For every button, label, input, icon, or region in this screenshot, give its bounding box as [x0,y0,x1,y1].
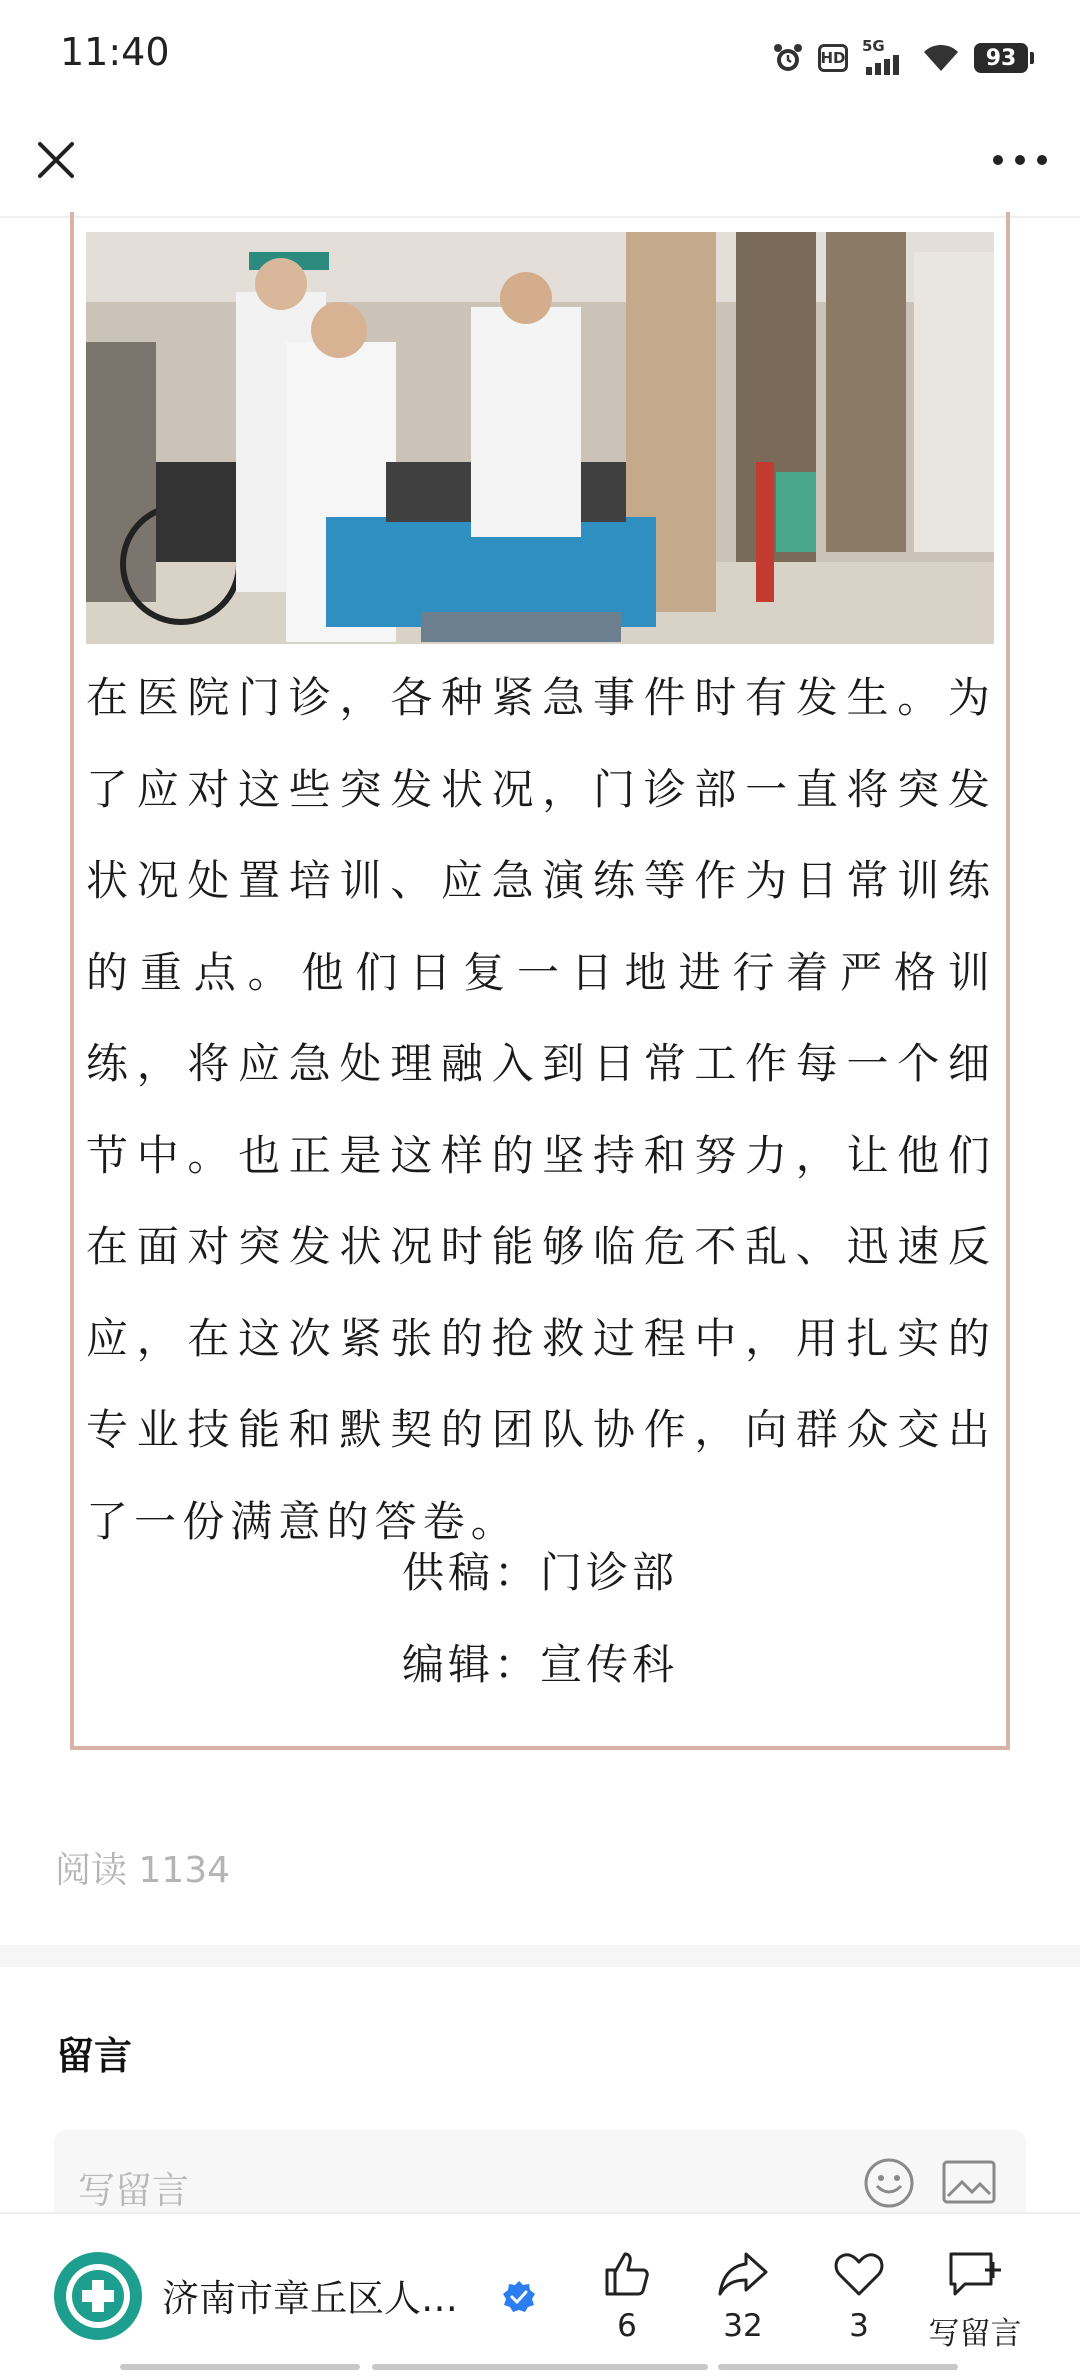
nav-bar [0,110,1080,218]
comment-placeholder: 写留言 [78,2169,189,2212]
bottom-bar [0,2212,1080,2378]
read-count: 阅读 1134 [55,1850,231,1891]
article-photo [86,232,994,644]
wifi-icon [922,43,960,73]
like-button[interactable] [562,2248,692,2344]
home-indicator-left [120,2364,360,2370]
favorite-count: 3 [849,2308,869,2344]
home-indicator-center [372,2364,708,2370]
home-indicator-right [718,2364,958,2370]
write-comment-label: 写留言 [928,2316,1022,2352]
comments-title: 留言 [56,2034,133,2078]
close-button[interactable] [28,132,84,188]
status-bar [0,0,1080,110]
credit-source: 供稿：门诊部 [401,1548,678,1597]
battery-indicator: 93 [974,43,1028,73]
network-type: 5G [862,37,885,55]
image-icon[interactable] [942,2160,996,2206]
status-icons [772,38,1028,78]
credit-editor: 编辑：宣传科 [401,1640,678,1689]
more-icon [992,154,1048,166]
section-divider [0,1945,1080,1967]
verified-badge-icon [502,2280,536,2314]
alarm-icon [772,42,804,74]
article-body: 在医院门诊，各种紧急事件时有发生。为了应对这些突发状况，门诊部一直将突发状况处置培训、应急演练等作为日常训练的重点。他们日复一日地进行着严格训练，将应急处理融入到日常工作每一个细节中。也正是这样的坚持和努力，让他们在面对突发状况时能够临危不乱、迅速反应，在这次紧张的抢救过程中，用扎实的专业技能和默契的团队协作，向群众交出了一份满意的答卷。 [86,673,996,1546]
share-count: 32 [723,2308,763,2344]
account-logo[interactable] [54,2252,142,2340]
write-comment-button[interactable] [910,2248,1040,2353]
hd-badge: HD [818,44,848,72]
close-icon [36,140,76,180]
status-time: 11:40 [60,30,170,74]
thumbs-up-icon [601,2248,653,2300]
comment-add-icon [947,2248,1003,2300]
more-options-button[interactable] [988,132,1052,188]
emoji-icon[interactable] [862,2156,916,2210]
account-name[interactable]: 济南市章丘区人… [162,2277,458,2320]
like-count: 6 [617,2308,637,2344]
share-button[interactable] [678,2248,808,2344]
share-icon [716,2248,770,2300]
heart-icon [832,2248,886,2300]
signal-icon [862,37,908,75]
favorite-button[interactable] [794,2248,924,2344]
